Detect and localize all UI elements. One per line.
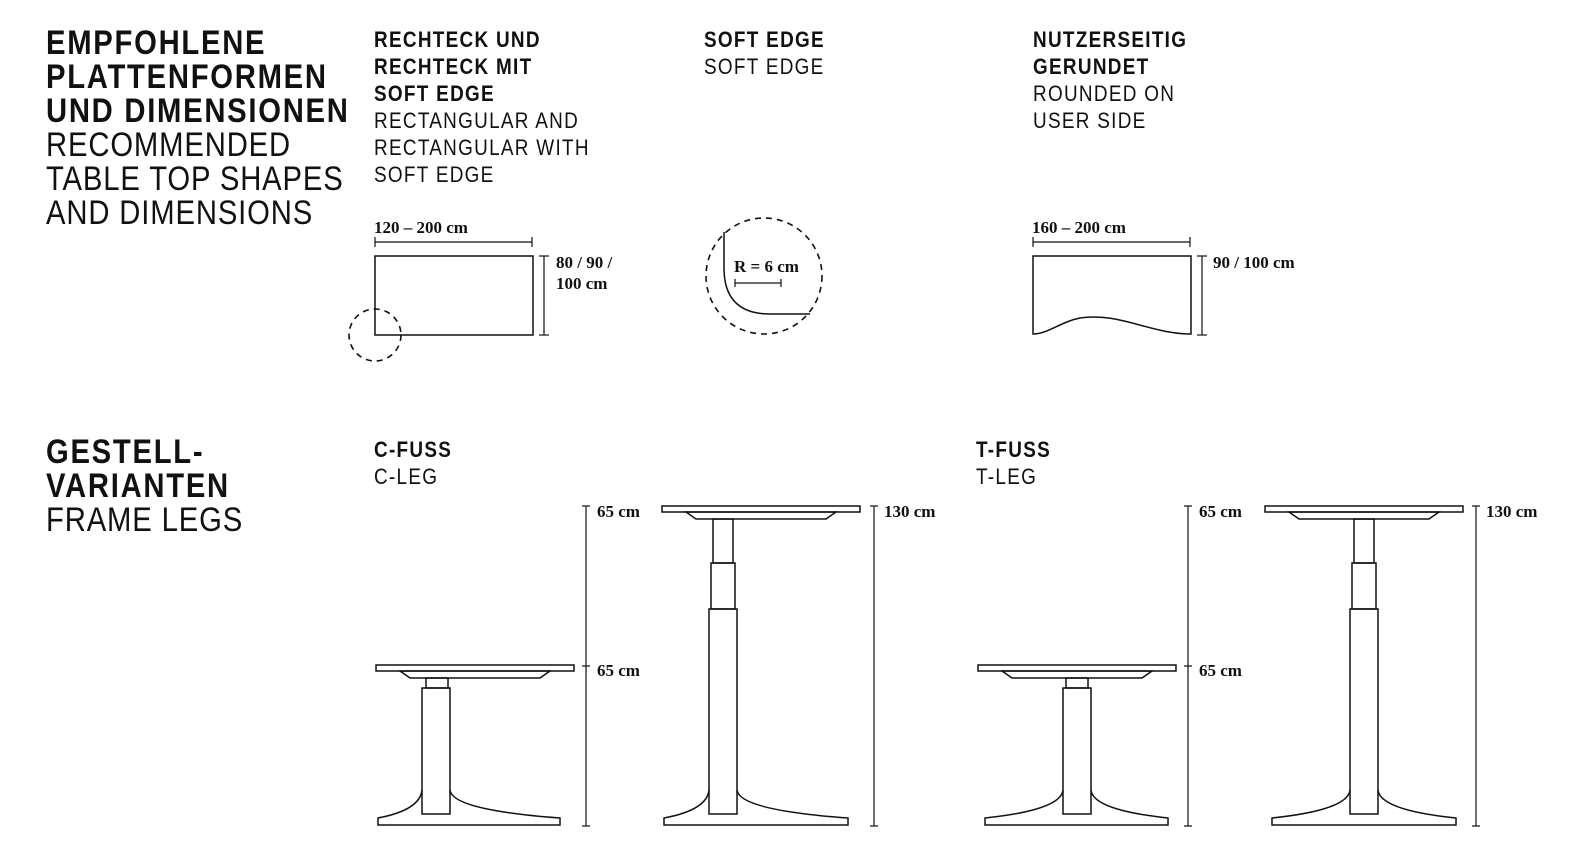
- c-leg-label-en: C-LEG: [374, 464, 439, 489]
- legs-title-de-line: GESTELL-: [46, 433, 205, 471]
- shape-rounded-label-de: NUTZERSEITIG: [1033, 27, 1188, 52]
- rect-width-dim: 120 – 200 cm: [374, 218, 468, 237]
- t-leg-high-height: 130 cm: [1486, 502, 1538, 521]
- shape-rect-label-de: RECHTECK MIT: [374, 54, 533, 79]
- shape-soft-edge-label-de: SOFT EDGE: [704, 27, 825, 52]
- rect-shape-drawing: [349, 218, 612, 361]
- c-leg-low-height: 65 cm: [597, 661, 640, 680]
- rounded-shape-drawing: [1032, 218, 1295, 335]
- rect-depth-dim: 100 cm: [556, 274, 608, 293]
- shape-rect-label-en: RECTANGULAR WITH: [374, 135, 590, 160]
- c-leg-high-table: [662, 506, 860, 825]
- legs-title-en-line: FRAME LEGS: [46, 501, 244, 539]
- soft-edge-radius-dim: R = 6 cm: [734, 257, 799, 276]
- t-leg-total-axis: [1472, 502, 1537, 826]
- shape-rounded-label-de: GERUNDET: [1033, 54, 1150, 79]
- rect-depth-dim: 80 / 90 /: [556, 253, 613, 272]
- c-leg-high-height: 130 cm: [884, 502, 936, 521]
- t-leg-label-de: T-FUSS: [976, 437, 1052, 462]
- shape-rect-label-en: SOFT EDGE: [374, 162, 495, 187]
- shape-rounded-label-en: ROUNDED ON: [1033, 81, 1176, 106]
- c-leg-low-table: [376, 665, 574, 825]
- shape-rect-label-de: RECHTECK UND: [374, 27, 541, 52]
- shapes-title-de-line: PLATTENFORMEN: [46, 58, 328, 96]
- shapes-title-de-line: EMPFOHLENE: [46, 24, 267, 62]
- t-leg-label-en: T-LEG: [976, 464, 1038, 489]
- rounded-depth-dim: 90 / 100 cm: [1213, 253, 1295, 272]
- t-leg-low-table: [978, 665, 1176, 825]
- t-leg-height-axis: [1184, 502, 1242, 826]
- soft-edge-drawing: [706, 218, 822, 334]
- c-leg-mid-height: 65 cm: [597, 502, 640, 521]
- t-leg-low-height: 65 cm: [1199, 661, 1242, 680]
- shape-rect-label-de: SOFT EDGE: [374, 81, 495, 106]
- t-leg-mid-height: 65 cm: [1199, 502, 1242, 521]
- rounded-width-dim: 160 – 200 cm: [1032, 218, 1126, 237]
- legs-title-de-line: VARIANTEN: [46, 467, 230, 505]
- c-leg-height-axis: [582, 502, 640, 826]
- c-leg-total-axis: [870, 502, 935, 826]
- c-leg-label-de: C-FUSS: [374, 437, 453, 462]
- shape-soft-edge-label-en: SOFT EDGE: [704, 54, 825, 79]
- shapes-title-en-line: AND DIMENSIONS: [46, 194, 314, 232]
- shape-rounded-label-en: USER SIDE: [1033, 108, 1147, 133]
- shape-rect-label-en: RECTANGULAR AND: [374, 108, 580, 133]
- shapes-title-de-line: UND DIMENSIONEN: [46, 92, 350, 130]
- shapes-title-en-line: TABLE TOP SHAPES: [46, 160, 344, 198]
- shapes-title-en-line: RECOMMENDED: [46, 126, 292, 164]
- t-leg-high-table: [1265, 506, 1463, 825]
